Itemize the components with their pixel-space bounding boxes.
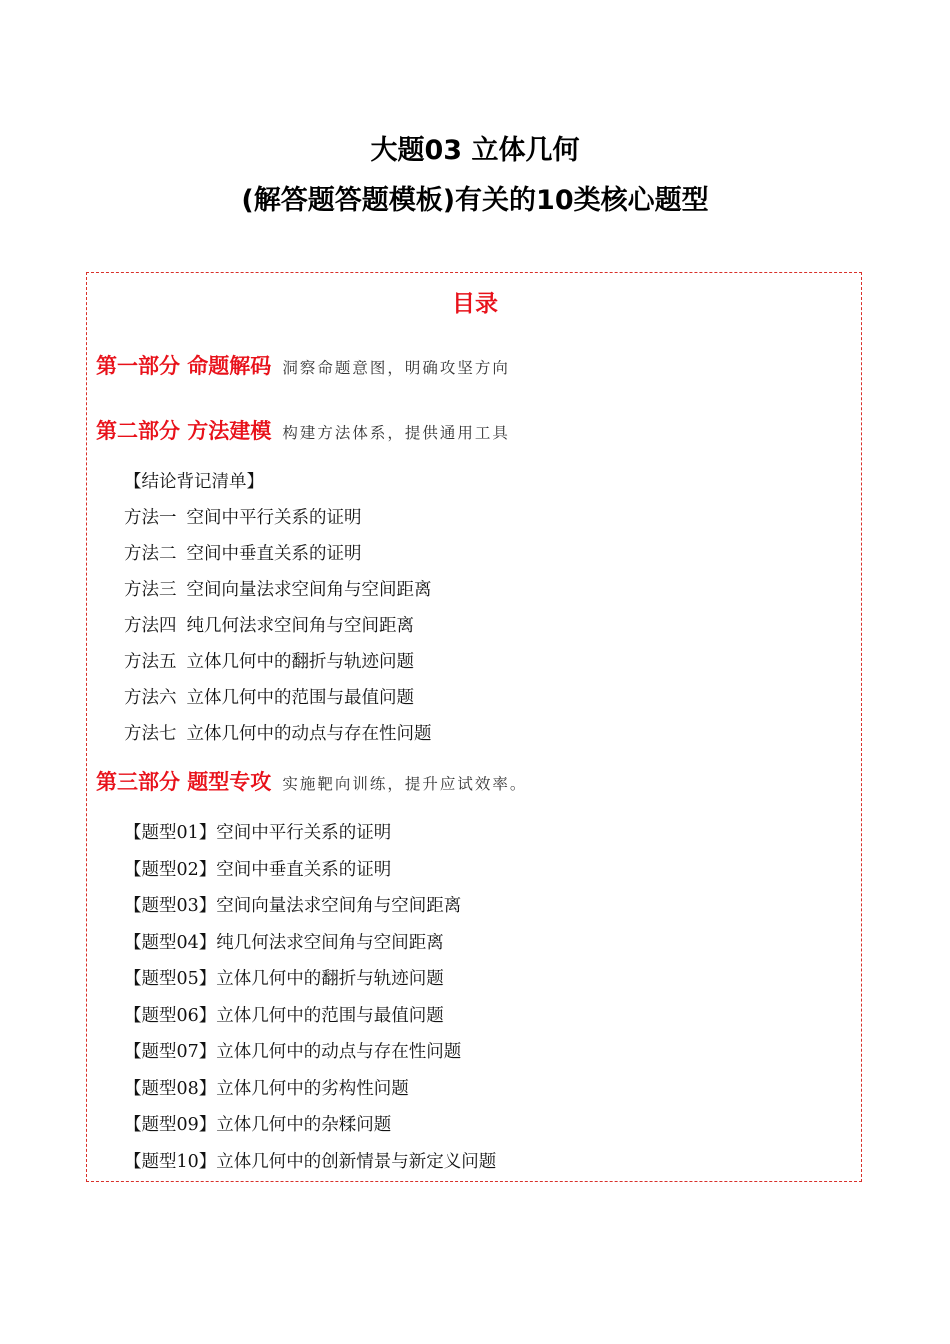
toc-type-09[interactable] [124,1112,391,1138]
part-3-desc: 实施靶向训练，提升应试效率。 [282,775,528,793]
type-label: 【题型08】 [124,1079,217,1099]
type-label: 【题型10】 [124,1152,217,1172]
toc-part-3[interactable] [96,767,527,799]
part-3-title: 第三部分 题型专攻 [96,770,272,794]
method-text: 立体几何中的范围与最值问题 [186,688,414,708]
method-label: 方法七 [124,724,177,744]
part-1-desc: 洞察命题意图，明确攻坚方向 [282,359,510,377]
method-label: 方法六 [124,688,177,708]
method-text: 立体几何中的动点与存在性问题 [186,724,432,744]
type-text: 立体几何中的动点与存在性问题 [216,1042,462,1062]
toc-method-2[interactable] [124,541,362,567]
type-text: 立体几何中的范围与最值问题 [216,1006,444,1026]
type-text: 立体几何中的劣构性问题 [216,1079,409,1099]
method-label: 方法二 [124,544,177,564]
toc-type-06[interactable] [124,1003,444,1029]
method-text: 空间中垂直关系的证明 [186,544,362,564]
type-text: 纯几何法求空间角与空间距离 [216,933,444,953]
type-label: 【题型02】 [124,860,217,880]
toc-method-7[interactable] [124,721,432,747]
method-text: 空间中平行关系的证明 [186,508,362,528]
toc-conclusion-list[interactable]: 【结论背记清单】 [124,472,264,492]
method-label: 方法一 [124,508,177,528]
toc-type-01[interactable] [124,820,391,846]
method-text: 立体几何中的翻折与轨迹问题 [186,652,414,672]
toc-type-10[interactable] [124,1149,496,1175]
toc-heading: 目录 [452,291,498,317]
method-label: 方法三 [124,580,177,600]
part-2-desc: 构建方法体系，提供通用工具 [282,424,510,442]
toc-method-3[interactable] [124,577,432,603]
toc-method-4[interactable] [124,613,414,639]
part-2-title: 第二部分 方法建模 [96,419,272,443]
type-label: 【题型09】 [124,1115,217,1135]
method-label: 方法五 [124,652,177,672]
type-text: 空间中垂直关系的证明 [216,860,392,880]
type-label: 【题型05】 [124,969,217,989]
toc-method-5[interactable] [124,649,414,675]
method-text: 空间向量法求空间角与空间距离 [186,580,432,600]
type-label: 【题型04】 [124,933,217,953]
type-label: 【题型01】 [124,823,217,843]
type-text: 立体几何中的翻折与轨迹问题 [216,969,444,989]
toc-type-03[interactable] [124,893,461,919]
type-label: 【题型07】 [124,1042,217,1062]
toc-method-1[interactable] [124,505,362,531]
type-text: 空间向量法求空间角与空间距离 [216,896,462,916]
toc-type-08[interactable] [124,1076,409,1102]
document-title-line2: (解答题答题模板)有关的10类核心题型 [241,185,709,216]
method-text: 纯几何法求空间角与空间距离 [186,616,414,636]
toc-type-07[interactable] [124,1039,461,1065]
part-1-title: 第一部分 命题解码 [96,354,272,378]
toc-method-6[interactable] [124,685,414,711]
type-text: 立体几何中的杂糅问题 [216,1115,392,1135]
toc-part-1[interactable] [96,351,510,383]
type-label: 【题型06】 [124,1006,217,1026]
toc-part-2[interactable] [96,416,510,448]
toc-type-05[interactable] [124,966,444,992]
type-text: 空间中平行关系的证明 [216,823,392,843]
method-label: 方法四 [124,616,177,636]
document-title-line1: 大题03 立体几何 [370,135,580,166]
type-label: 【题型03】 [124,896,217,916]
type-text: 立体几何中的创新情景与新定义问题 [216,1152,497,1172]
toc-type-04[interactable] [124,930,444,956]
toc-type-02[interactable] [124,857,391,883]
